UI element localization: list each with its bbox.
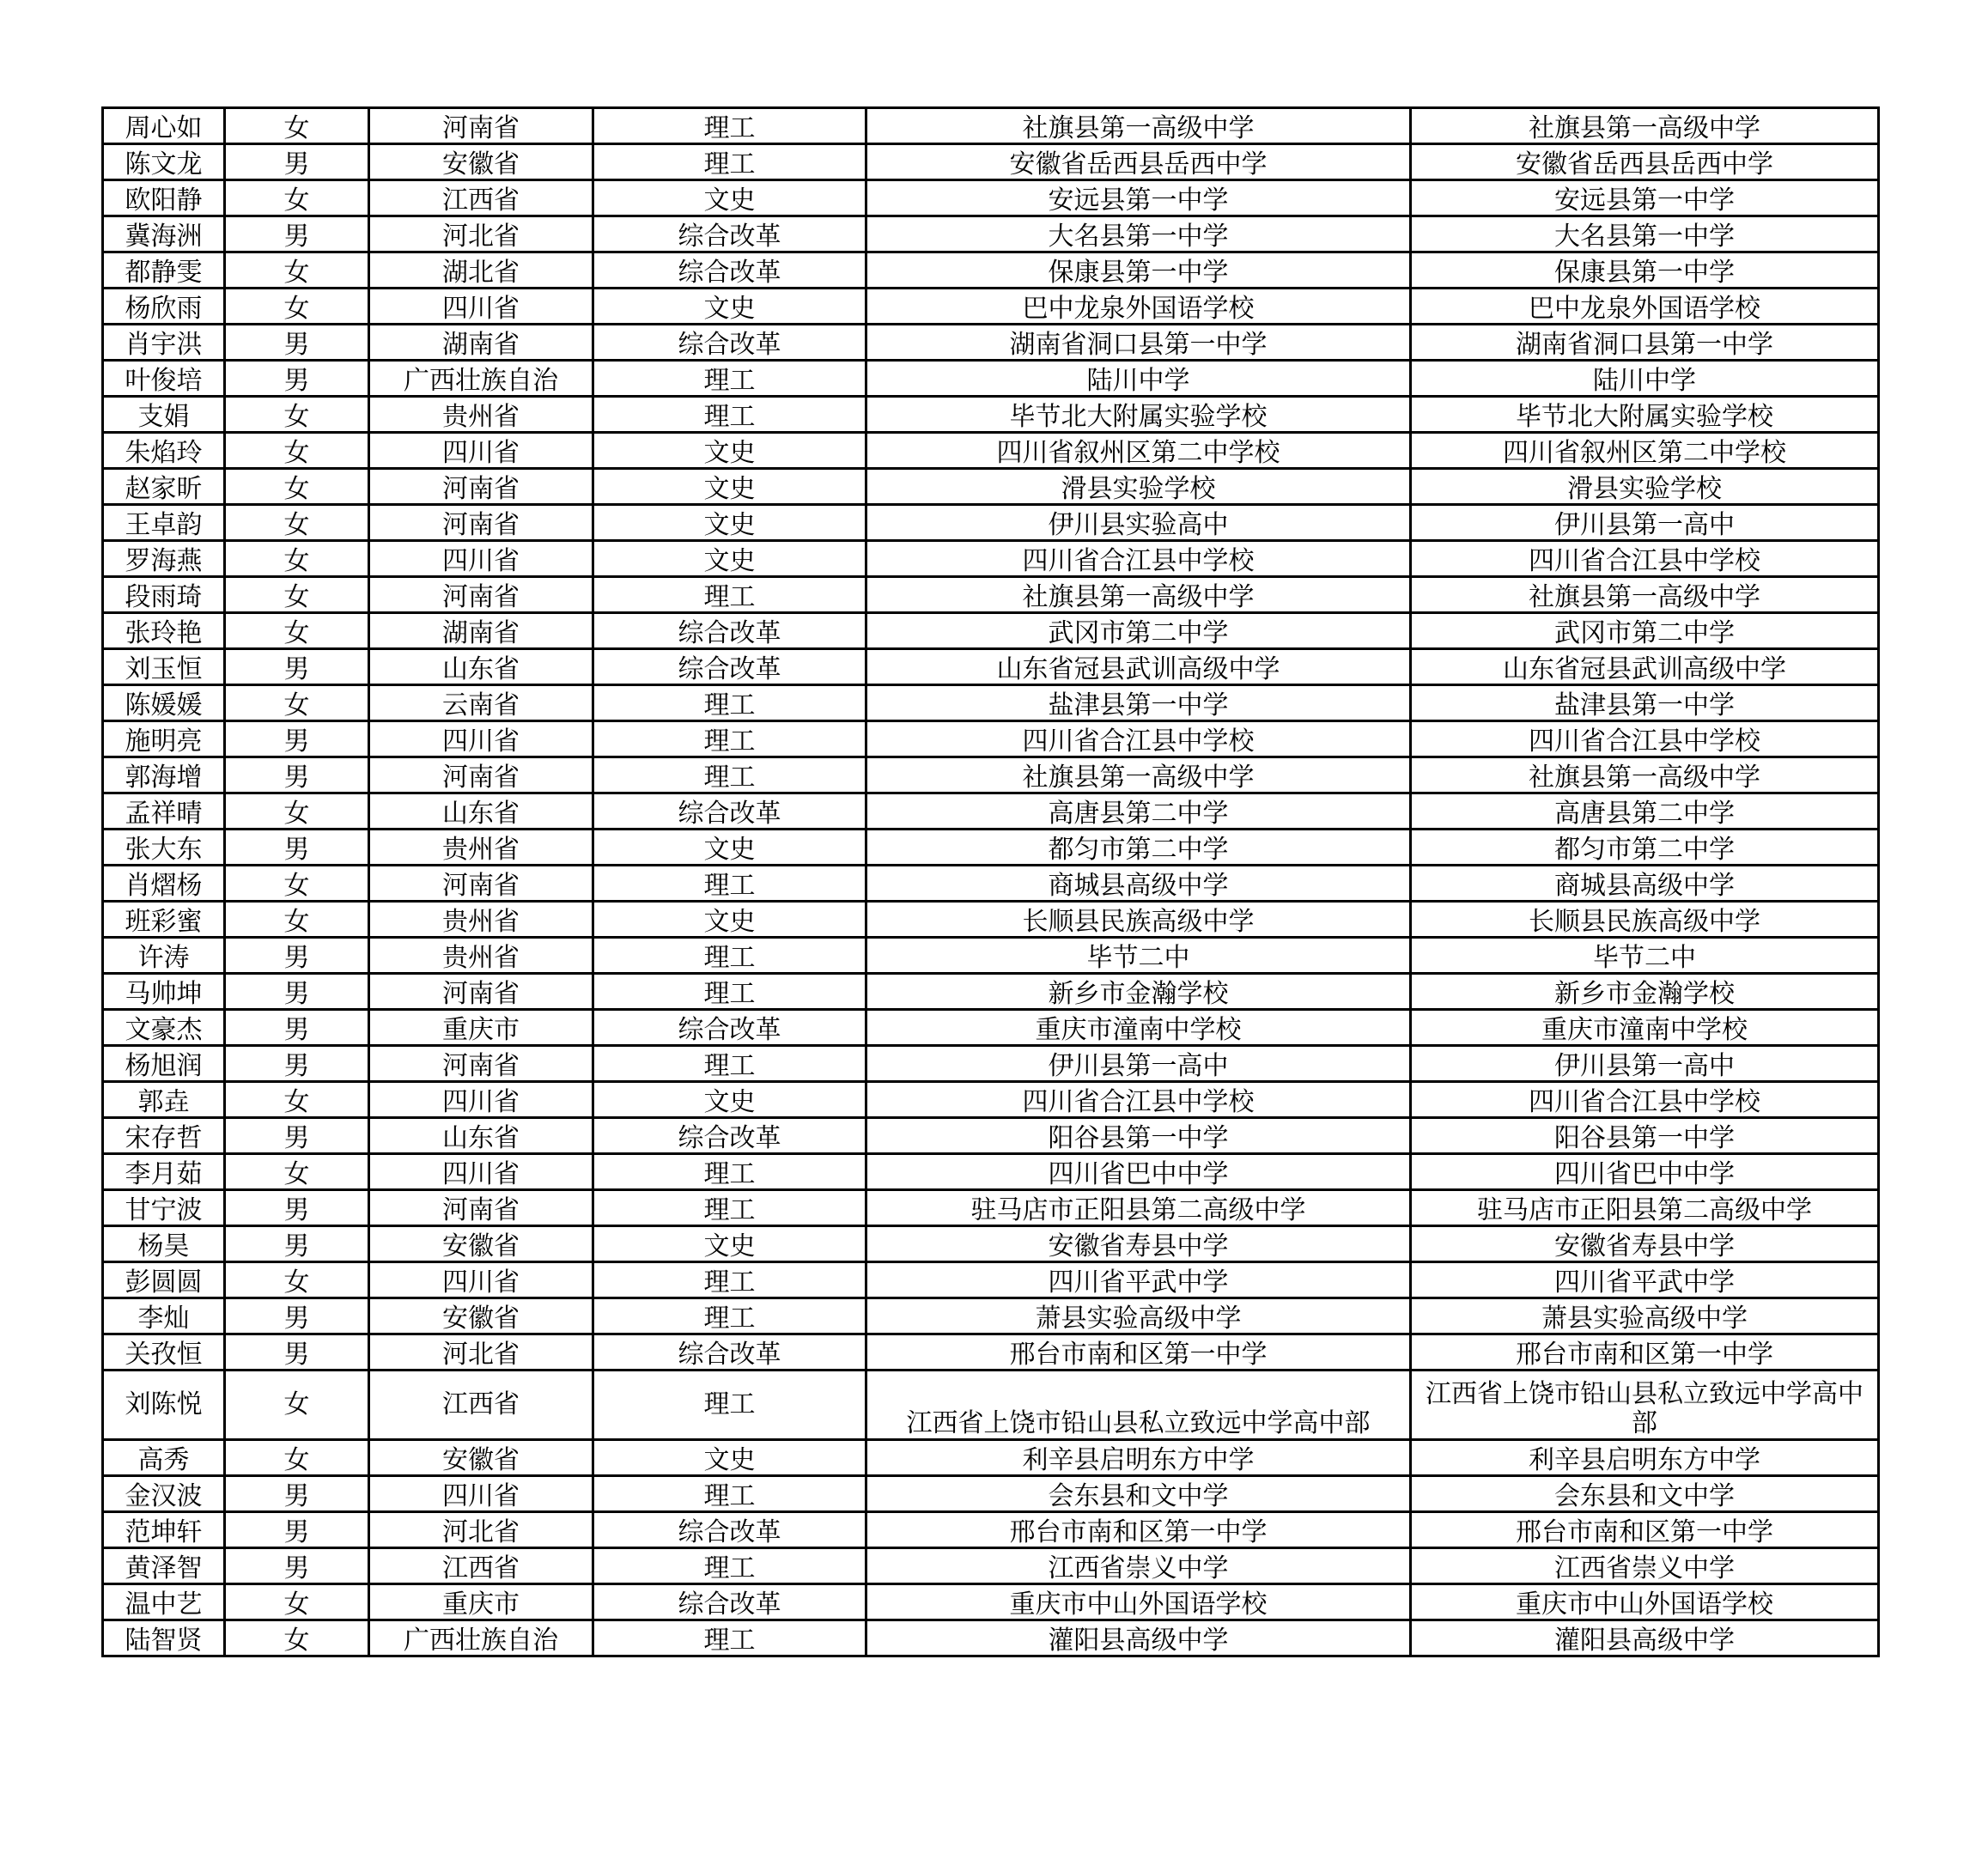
gender-cell: 女 [225,108,369,144]
table-row [103,541,1879,577]
gender-cell: 女 [225,180,369,216]
category-cell: 理工 [593,1262,866,1298]
province-cell: 四川省 [369,1476,593,1512]
school-alt-cell: 伊川县第一高中 [1411,505,1879,541]
category-cell: 理工 [593,1190,866,1226]
category-cell: 文史 [593,469,866,505]
school-alt-cell: 新乡市金瀚学校 [1411,974,1879,1010]
student-name-cell: 肖宇洪 [103,325,225,361]
category-cell: 理工 [593,108,866,144]
school-alt-cell: 四川省叙州区第二中学校 [1411,433,1879,469]
table-row [103,757,1879,793]
school-alt-cell: 社旗县第一高级中学 [1411,577,1879,613]
table-row [103,1548,1879,1584]
school-alt-cell: 驻马店市正阳县第二高级中学 [1411,1190,1879,1226]
school-cell: 驻马店市正阳县第二高级中学 [866,1190,1411,1226]
province-cell: 四川省 [369,541,593,577]
school-cell: 四川省合江县中学校 [866,721,1411,757]
province-cell: 河南省 [369,974,593,1010]
school-cell: 四川省合江县中学校 [866,541,1411,577]
school-cell: 社旗县第一高级中学 [866,577,1411,613]
gender-cell: 女 [225,793,369,830]
school-alt-cell: 安徽省寿县中学 [1411,1226,1879,1262]
table-row [103,938,1879,974]
school-alt-cell: 利辛县启明东方中学 [1411,1440,1879,1476]
province-cell: 河南省 [369,757,593,793]
student-name-cell: 杨欣雨 [103,289,225,325]
table-row [103,1512,1879,1548]
gender-cell: 女 [225,577,369,613]
gender-cell: 男 [225,1010,369,1046]
student-name-cell: 文豪杰 [103,1010,225,1046]
student-name-cell: 李灿 [103,1298,225,1334]
table-row [103,469,1879,505]
province-cell: 四川省 [369,1262,593,1298]
school-alt-cell: 安徽省岳西县岳西中学 [1411,144,1879,180]
school-cell: 重庆市中山外国语学校 [866,1584,1411,1620]
school-alt-cell: 陆川中学 [1411,361,1879,397]
table-row [103,1154,1879,1190]
student-name-cell: 班彩蜜 [103,902,225,938]
table-row [103,1010,1879,1046]
gender-cell: 女 [225,613,369,649]
school-cell: 巴中龙泉外国语学校 [866,289,1411,325]
category-cell: 综合改革 [593,252,866,289]
school-cell: 伊川县实验高中 [866,505,1411,541]
student-name-cell: 彭圆圆 [103,1262,225,1298]
gender-cell: 女 [225,1584,369,1620]
category-cell: 理工 [593,1620,866,1656]
school-cell: 安徽省寿县中学 [866,1226,1411,1262]
student-name-cell: 关孜恒 [103,1334,225,1371]
table-row [103,902,1879,938]
student-name-cell: 罗海燕 [103,541,225,577]
student-roster-table [101,106,1880,1657]
table-row [103,108,1879,144]
province-cell: 山东省 [369,793,593,830]
category-cell: 综合改革 [593,649,866,685]
province-cell: 湖南省 [369,325,593,361]
table-row [103,1584,1879,1620]
school-cell: 武冈市第二中学 [866,613,1411,649]
school-alt-cell: 山东省冠县武训高级中学 [1411,649,1879,685]
province-cell: 四川省 [369,1082,593,1118]
category-cell: 综合改革 [593,1334,866,1371]
category-cell: 文史 [593,180,866,216]
gender-cell: 男 [225,1334,369,1371]
province-cell: 重庆市 [369,1010,593,1046]
student-name-cell: 都静雯 [103,252,225,289]
student-name-cell: 杨昊 [103,1226,225,1262]
gender-cell: 女 [225,433,369,469]
gender-cell: 男 [225,1298,369,1334]
school-alt-cell: 巴中龙泉外国语学校 [1411,289,1879,325]
school-alt-cell: 萧县实验高级中学 [1411,1298,1879,1334]
school-alt-cell: 保康县第一中学 [1411,252,1879,289]
province-cell: 安徽省 [369,144,593,180]
table-row [103,649,1879,685]
category-cell: 理工 [593,1548,866,1584]
school-alt-cell: 阳谷县第一中学 [1411,1118,1879,1154]
school-alt-cell: 江西省上饶市铅山县私立致远中学高中部 [1411,1371,1879,1440]
student-name-cell: 刘陈悦 [103,1371,225,1440]
school-alt-cell: 高唐县第二中学 [1411,793,1879,830]
student-name-cell: 陈媛媛 [103,685,225,721]
school-alt-cell: 毕节二中 [1411,938,1879,974]
category-cell: 文史 [593,505,866,541]
table-row [103,1046,1879,1082]
school-cell: 四川省叙州区第二中学校 [866,433,1411,469]
province-cell: 安徽省 [369,1226,593,1262]
province-cell: 江西省 [369,1371,593,1440]
gender-cell: 女 [225,541,369,577]
school-alt-cell: 重庆市中山外国语学校 [1411,1584,1879,1620]
gender-cell: 男 [225,721,369,757]
table-row [103,721,1879,757]
category-cell: 综合改革 [593,1118,866,1154]
school-cell: 滑县实验学校 [866,469,1411,505]
category-cell: 理工 [593,1371,866,1440]
student-name-cell: 段雨琦 [103,577,225,613]
table-row [103,1334,1879,1371]
category-cell: 理工 [593,577,866,613]
school-cell: 重庆市潼南中学校 [866,1010,1411,1046]
gender-cell: 男 [225,1118,369,1154]
school-alt-cell: 伊川县第一高中 [1411,1046,1879,1082]
gender-cell: 女 [225,469,369,505]
student-name-cell: 马帅坤 [103,974,225,1010]
province-cell: 云南省 [369,685,593,721]
school-alt-cell: 四川省合江县中学校 [1411,1082,1879,1118]
table-row [103,361,1879,397]
category-cell: 理工 [593,757,866,793]
school-alt-cell: 四川省巴中中学 [1411,1154,1879,1190]
school-cell: 长顺县民族高级中学 [866,902,1411,938]
category-cell: 文史 [593,1082,866,1118]
student-name-cell: 黄泽智 [103,1548,225,1584]
school-cell: 四川省巴中中学 [866,1154,1411,1190]
gender-cell: 女 [225,289,369,325]
category-cell: 理工 [593,1154,866,1190]
student-name-cell: 陈文龙 [103,144,225,180]
category-cell: 理工 [593,866,866,902]
table-row [103,613,1879,649]
gender-cell: 男 [225,1548,369,1584]
province-cell: 江西省 [369,1548,593,1584]
province-cell: 安徽省 [369,1440,593,1476]
table-row [103,1476,1879,1512]
gender-cell: 女 [225,1262,369,1298]
school-cell: 新乡市金瀚学校 [866,974,1411,1010]
table-row [103,505,1879,541]
student-name-cell: 张玲艳 [103,613,225,649]
school-alt-cell: 盐津县第一中学 [1411,685,1879,721]
school-cell: 伊川县第一高中 [866,1046,1411,1082]
category-cell: 理工 [593,938,866,974]
school-cell: 保康县第一中学 [866,252,1411,289]
gender-cell: 男 [225,1190,369,1226]
table-row [103,1262,1879,1298]
school-cell: 盐津县第一中学 [866,685,1411,721]
table-row [103,1118,1879,1154]
gender-cell: 女 [225,1440,369,1476]
school-cell: 毕节二中 [866,938,1411,974]
school-alt-cell: 四川省合江县中学校 [1411,541,1879,577]
school-alt-cell: 邢台市南和区第一中学 [1411,1512,1879,1548]
category-cell: 文史 [593,1226,866,1262]
gender-cell: 女 [225,1620,369,1656]
province-cell: 湖南省 [369,613,593,649]
province-cell: 湖北省 [369,252,593,289]
school-cell: 江西省崇义中学 [866,1548,1411,1584]
gender-cell: 女 [225,252,369,289]
student-name-cell: 郭垚 [103,1082,225,1118]
table-row [103,433,1879,469]
province-cell: 贵州省 [369,830,593,866]
gender-cell: 男 [225,1226,369,1262]
table-row [103,866,1879,902]
school-cell: 大名县第一中学 [866,216,1411,252]
school-cell: 安远县第一中学 [866,180,1411,216]
province-cell: 广西壮族自治 [369,361,593,397]
province-cell: 河南省 [369,505,593,541]
student-name-cell: 陆智贤 [103,1620,225,1656]
province-cell: 安徽省 [369,1298,593,1334]
student-name-cell: 王卓韵 [103,505,225,541]
gender-cell: 女 [225,866,369,902]
province-cell: 山东省 [369,1118,593,1154]
gender-cell: 女 [225,505,369,541]
school-cell: 陆川中学 [866,361,1411,397]
gender-cell: 男 [225,1476,369,1512]
student-name-cell: 欧阳静 [103,180,225,216]
gender-cell: 女 [225,397,369,433]
province-cell: 河南省 [369,577,593,613]
gender-cell: 男 [225,325,369,361]
gender-cell: 男 [225,216,369,252]
student-name-cell: 赵家昕 [103,469,225,505]
school-alt-cell: 四川省平武中学 [1411,1262,1879,1298]
school-cell: 山东省冠县武训高级中学 [866,649,1411,685]
table-row [103,577,1879,613]
gender-cell: 男 [225,361,369,397]
province-cell: 河北省 [369,1334,593,1371]
student-name-cell: 高秀 [103,1440,225,1476]
school-cell: 江西省上饶市铅山县私立致远中学高中部 [866,1371,1411,1440]
province-cell: 四川省 [369,1154,593,1190]
province-cell: 四川省 [369,721,593,757]
student-name-cell: 甘宁波 [103,1190,225,1226]
gender-cell: 男 [225,757,369,793]
category-cell: 文史 [593,289,866,325]
school-alt-cell: 商城县高级中学 [1411,866,1879,902]
table-row [103,793,1879,830]
table-row [103,180,1879,216]
student-name-cell: 金汉波 [103,1476,225,1512]
student-name-cell: 范坤轩 [103,1512,225,1548]
school-cell: 社旗县第一高级中学 [866,108,1411,144]
gender-cell: 男 [225,1046,369,1082]
province-cell: 河南省 [369,469,593,505]
school-cell: 邢台市南和区第一中学 [866,1334,1411,1371]
gender-cell: 男 [225,1512,369,1548]
province-cell: 山东省 [369,649,593,685]
student-name-cell: 温中艺 [103,1584,225,1620]
category-cell: 文史 [593,902,866,938]
province-cell: 贵州省 [369,902,593,938]
province-cell: 江西省 [369,180,593,216]
student-name-cell: 支娟 [103,397,225,433]
school-alt-cell: 灌阳县高级中学 [1411,1620,1879,1656]
table-row [103,1226,1879,1262]
table-row [103,685,1879,721]
school-alt-cell: 滑县实验学校 [1411,469,1879,505]
student-name-cell: 刘玉恒 [103,649,225,685]
province-cell: 河南省 [369,108,593,144]
student-name-cell: 郭海增 [103,757,225,793]
gender-cell: 男 [225,144,369,180]
category-cell: 理工 [593,685,866,721]
school-alt-cell: 四川省合江县中学校 [1411,721,1879,757]
province-cell: 四川省 [369,433,593,469]
school-alt-cell: 武冈市第二中学 [1411,613,1879,649]
student-name-cell: 杨旭润 [103,1046,225,1082]
province-cell: 河南省 [369,866,593,902]
gender-cell: 男 [225,974,369,1010]
school-alt-cell: 社旗县第一高级中学 [1411,757,1879,793]
student-name-cell: 孟祥晴 [103,793,225,830]
category-cell: 理工 [593,1298,866,1334]
school-cell: 四川省合江县中学校 [866,1082,1411,1118]
category-cell: 综合改革 [593,325,866,361]
school-cell: 灌阳县高级中学 [866,1620,1411,1656]
gender-cell: 女 [225,1082,369,1118]
school-cell: 安徽省岳西县岳西中学 [866,144,1411,180]
category-cell: 理工 [593,1476,866,1512]
table-row [103,289,1879,325]
gender-cell: 男 [225,938,369,974]
category-cell: 理工 [593,1046,866,1082]
school-cell: 邢台市南和区第一中学 [866,1512,1411,1548]
province-cell: 四川省 [369,289,593,325]
roster-sheet [101,106,1877,1657]
category-cell: 理工 [593,397,866,433]
gender-cell: 女 [225,685,369,721]
province-cell: 河北省 [369,216,593,252]
gender-cell: 女 [225,1154,369,1190]
province-cell: 河南省 [369,1046,593,1082]
school-alt-cell: 毕节北大附属实验学校 [1411,397,1879,433]
table-row [103,252,1879,289]
table-row [103,1620,1879,1656]
gender-cell: 女 [225,902,369,938]
table-row [103,1190,1879,1226]
province-cell: 广西壮族自治 [369,1620,593,1656]
table-row [103,1082,1879,1118]
table-row [103,974,1879,1010]
student-name-cell: 宋存哲 [103,1118,225,1154]
school-alt-cell: 都匀市第二中学 [1411,830,1879,866]
student-name-cell: 叶俊培 [103,361,225,397]
table-row [103,1440,1879,1476]
school-cell: 利辛县启明东方中学 [866,1440,1411,1476]
school-cell: 社旗县第一高级中学 [866,757,1411,793]
school-alt-cell: 长顺县民族高级中学 [1411,902,1879,938]
student-name-cell: 张大东 [103,830,225,866]
school-alt-cell: 会东县和文中学 [1411,1476,1879,1512]
table-row [103,144,1879,180]
school-alt-cell: 大名县第一中学 [1411,216,1879,252]
gender-cell: 男 [225,830,369,866]
category-cell: 综合改革 [593,1010,866,1046]
table-row [103,397,1879,433]
province-cell: 贵州省 [369,938,593,974]
category-cell: 文史 [593,541,866,577]
category-cell: 文史 [593,830,866,866]
category-cell: 理工 [593,144,866,180]
category-cell: 文史 [593,1440,866,1476]
school-cell: 会东县和文中学 [866,1476,1411,1512]
province-cell: 重庆市 [369,1584,593,1620]
student-name-cell: 施明亮 [103,721,225,757]
student-name-cell: 许涛 [103,938,225,974]
category-cell: 理工 [593,361,866,397]
school-alt-cell: 重庆市潼南中学校 [1411,1010,1879,1046]
province-cell: 河北省 [369,1512,593,1548]
school-cell: 萧县实验高级中学 [866,1298,1411,1334]
school-alt-cell: 社旗县第一高级中学 [1411,108,1879,144]
province-cell: 贵州省 [369,397,593,433]
school-alt-cell: 安远县第一中学 [1411,180,1879,216]
school-cell: 四川省平武中学 [866,1262,1411,1298]
table-row [103,830,1879,866]
student-name-cell: 朱焰玲 [103,433,225,469]
table-row [103,1371,1879,1440]
school-alt-cell: 邢台市南和区第一中学 [1411,1334,1879,1371]
roster-body [103,108,1879,1656]
table-row [103,216,1879,252]
student-name-cell: 肖熠杨 [103,866,225,902]
category-cell: 综合改革 [593,613,866,649]
table-row [103,325,1879,361]
gender-cell: 男 [225,649,369,685]
table-row [103,1298,1879,1334]
category-cell: 综合改革 [593,793,866,830]
school-alt-cell: 湖南省洞口县第一中学 [1411,325,1879,361]
school-cell: 都匀市第二中学 [866,830,1411,866]
category-cell: 文史 [593,433,866,469]
school-cell: 阳谷县第一中学 [866,1118,1411,1154]
province-cell: 河南省 [369,1190,593,1226]
student-name-cell: 周心如 [103,108,225,144]
gender-cell: 女 [225,1371,369,1440]
school-cell: 毕节北大附属实验学校 [866,397,1411,433]
category-cell: 综合改革 [593,1584,866,1620]
category-cell: 理工 [593,721,866,757]
category-cell: 综合改革 [593,216,866,252]
school-cell: 商城县高级中学 [866,866,1411,902]
student-name-cell: 李月茹 [103,1154,225,1190]
category-cell: 综合改革 [593,1512,866,1548]
school-cell: 高唐县第二中学 [866,793,1411,830]
school-cell: 湖南省洞口县第一中学 [866,325,1411,361]
category-cell: 理工 [593,974,866,1010]
school-alt-cell: 江西省崇义中学 [1411,1548,1879,1584]
student-name-cell: 冀海洲 [103,216,225,252]
